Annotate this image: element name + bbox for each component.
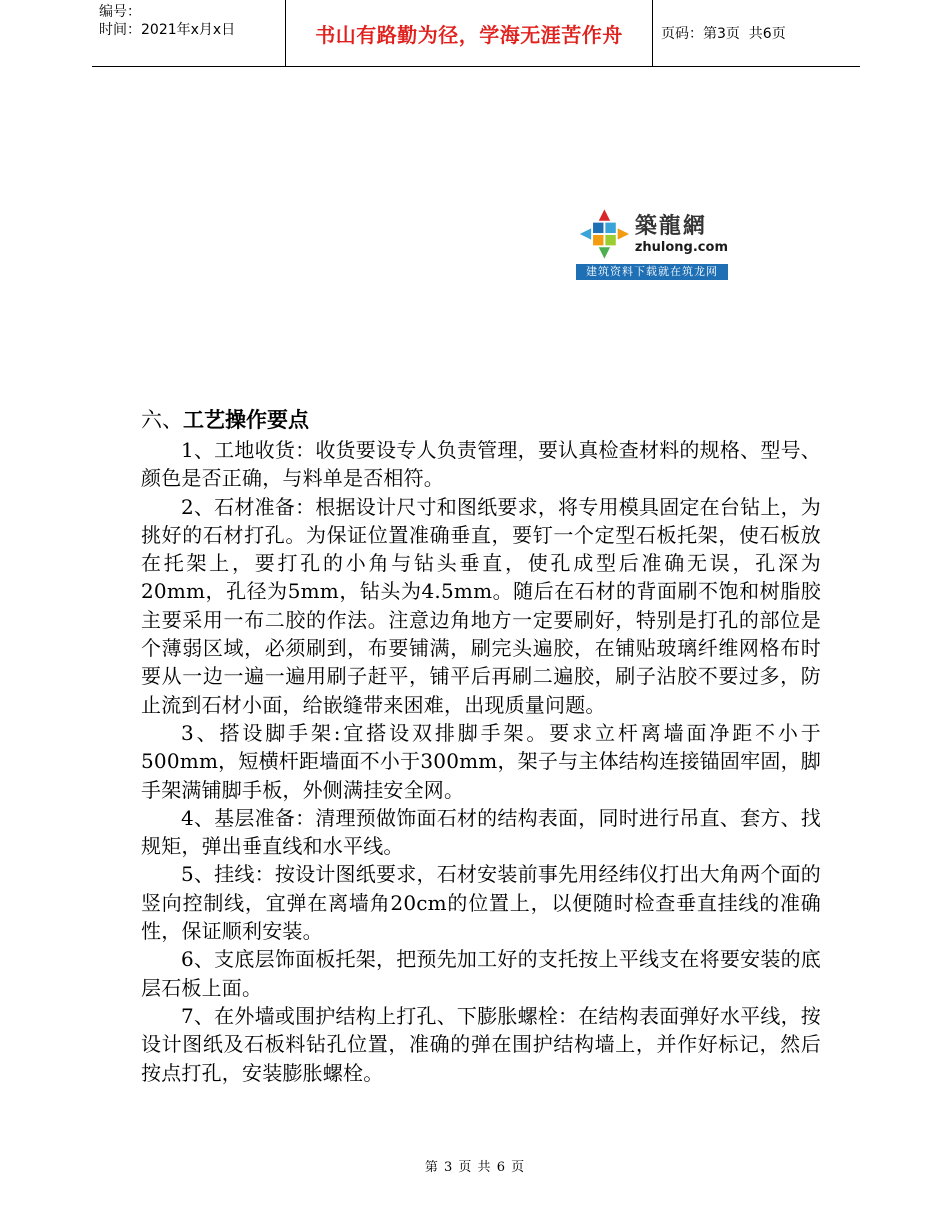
header-page-info (653, 0, 860, 66)
footer-page-number: 第 3 页 共 6 页 (424, 1160, 526, 1175)
section-title-text: 工艺操作要点 (183, 408, 309, 432)
header-meta (92, 0, 286, 66)
paragraph-1: 1、工地收货：收货要设专人负责管理，要认真检查材料的规格、型号、颜色是否正确，与料单是否相符。 (141, 438, 821, 491)
paragraph-4: 4、基层准备：清理预做饰面石材的结构表面，同时进行吊直、套方、找规矩，弹出垂直线和水平线。 (141, 805, 821, 859)
zhulong-logo (576, 204, 728, 280)
page-header (92, 0, 860, 67)
header-motto: 书山有路勤为径，学海无涯苦作舟 (286, 0, 653, 66)
zhulong-logo-mark-icon (576, 204, 633, 264)
document-body (141, 404, 821, 1087)
document-time-label: 时间：2021年x月x日 (99, 22, 236, 38)
paragraph-5: 5、挂线：按设计图纸要求，石材安装前事先用经纬仪打出大角两个面的竖向控制线，宜弹在离墙角20cm的位置上，以便随时检查垂直挂线的准确性，保证顺利安装。 (141, 862, 821, 944)
logo-name-en: zhulong.com (634, 239, 728, 255)
paragraph-2: 2、石材准备：根据设计尺寸和图纸要求，将专用模具固定在台钻上，为挑好的石材打孔。为保证位置准确垂直，要钉一个定型石板托架，使石板放在托架上，要打孔的小角与钻头垂直，使孔成型后准确无误，孔深为20mm，孔径为5mm，钻头为4.5mm。随后在石材的背面刷不饱和树脂胶主要采用一布二胶的作法。注意边角地方一定要刷好，特别是打孔的部位是个薄弱区域，必须刷到，布要铺满，刷完头遍胶，在铺贴玻璃纤维网格布时要从一边一遍一遍用刷子赶平，铺平后再刷二遍胶，刷子沾胶不要过多，防止流到石材小面，给嵌缝带来困难，出现质量问题。 (141, 494, 821, 717)
logo-name-cn: 築龍網 (634, 212, 707, 239)
page-footer (0, 1156, 950, 1175)
paragraph-7: 7、在外墙或围护结构上打孔、下膨胀螺栓：在结构表面弹好水平线，按设计图纸及石板料钻孔位置，准确的弹在围护结构墙上，并作好标记，然后按点打孔，安装膨胀螺栓。 (141, 1003, 821, 1085)
paragraph-3: 3、搭设脚手架:宜搭设双排脚手架。要求立杆离墙面净距不小于500mm，短横杆距墙面不小于300mm，架子与主体结构连接锚固牢固，脚手架满铺脚手板，外侧满挂安全网。 (141, 720, 821, 802)
section-title (141, 404, 821, 436)
logo-slogan: 建筑资料下载就在筑龙网 (576, 264, 728, 280)
paragraph-6: 6、支底层饰面板托架，把预先加工好的支托按上平线支在将要安装的底层石板上面。 (141, 947, 821, 1000)
header-page-info-text: 页码：第3页 共6页 (661, 26, 786, 42)
section-number: 六、 (141, 408, 183, 432)
document-number-label: 编号： (99, 4, 141, 20)
